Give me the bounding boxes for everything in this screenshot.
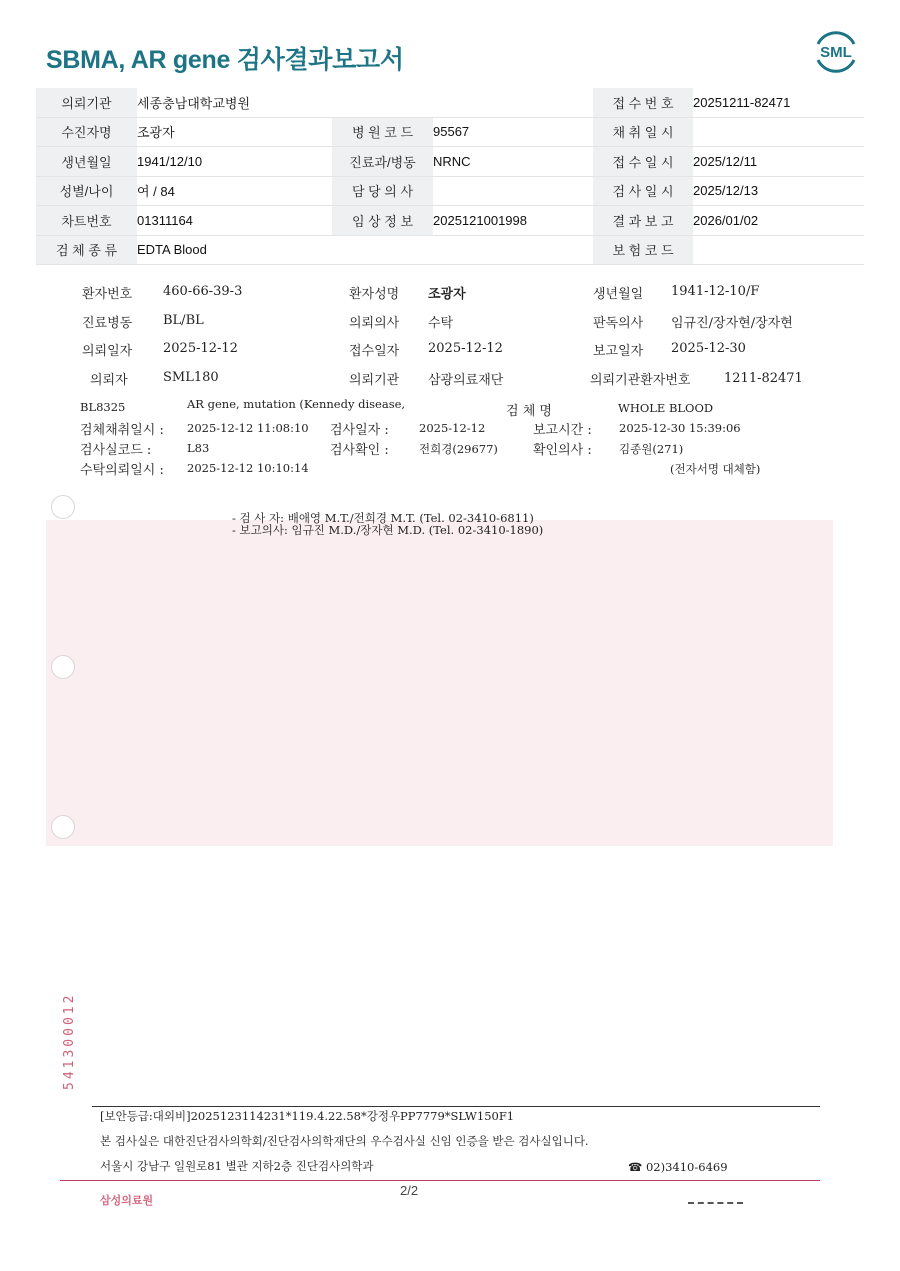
info-label: 검사확인 : (330, 443, 389, 458)
field-label: 병 원 코 드 (332, 117, 433, 147)
field-label: 수진자명 (36, 117, 137, 147)
field-label: 채 취 일 시 (593, 117, 693, 147)
phone-line: ☎ 02)3410-6469 (628, 1160, 728, 1174)
field-label: 의뢰기관 (36, 88, 137, 117)
info-label: 의뢰자 (90, 373, 128, 388)
field-label: 임 상 정 보 (332, 206, 433, 236)
reporter-line: - 보고의사: 임규진 M.D./장자현 M.D. (Tel. 02-3410-1890) (232, 523, 544, 537)
brand-text: 삼성의료원 (100, 1194, 154, 1207)
info-label: 보고시간 : (533, 423, 592, 438)
security-line: [보안등급:대외비]2025123114231*119.4.22.58*강정우PP7779*SLW150F1 (100, 1109, 515, 1123)
field-value: 01311164 (137, 206, 332, 236)
field-label: 검 체 종 류 (36, 235, 137, 265)
info-label: 환자성명 (349, 287, 400, 302)
sml-logo (810, 30, 862, 74)
field-value: 2026/01/02 (693, 206, 864, 236)
header-row (36, 235, 864, 265)
info-label: 검체채취일시 : (80, 423, 164, 438)
info-value: 2025-12-30 15:39:06 (619, 421, 741, 435)
punch-hole (51, 655, 75, 679)
punch-hole (51, 495, 75, 519)
address-line: 서울시 강남구 일원로81 별관 지하2층 진단검사의학과 (100, 1159, 374, 1173)
field-value (693, 117, 864, 147)
info-value: 2025-12-12 (428, 341, 503, 356)
field-value: 2025/12/11 (693, 147, 864, 177)
specimen-value: WHOLE BLOOD (618, 401, 714, 415)
info-label: 확인의사 : (533, 443, 592, 458)
page-number: 2/2 (400, 1183, 419, 1198)
info-label: 환자번호 (82, 287, 133, 302)
footer-dash (688, 1202, 743, 1206)
header-row (36, 206, 864, 236)
header-row (36, 147, 864, 177)
info-label: 진료병동 (82, 316, 133, 331)
field-label: 검 사 일 시 (593, 176, 693, 206)
info-label: 보고일자 (593, 344, 644, 359)
report-title: SBMA, AR gene 검사결과보고서 (46, 46, 404, 74)
test-code: BL8325 (80, 400, 126, 414)
header-row (36, 117, 864, 147)
info-value: 삼광의료재단 (428, 373, 504, 388)
info-label: 판독의사 (593, 316, 644, 331)
field-value: EDTA Blood (137, 235, 593, 265)
info-value: 1211-82471 (724, 371, 803, 386)
signature-note: (전자서명 대체함) (670, 462, 761, 476)
info-value: 임규진/장자현/장자현 (671, 316, 793, 331)
info-value: 2025-12-30 (671, 341, 746, 356)
field-label: 성별/나이 (36, 176, 137, 206)
info-label: 생년월일 (593, 287, 644, 302)
specimen-label: 검 체 명 (506, 404, 552, 419)
punch-hole (51, 815, 75, 839)
logo-text: SML (820, 44, 852, 61)
info-value: 2025-12-12 11:08:10 (187, 421, 309, 435)
info-value: 1941-12-10/F (671, 284, 760, 299)
info-label: 검사일자 : (330, 423, 389, 438)
info-value: 전희경(29677) (419, 442, 498, 456)
info-value: 2025-12-12 (163, 341, 238, 356)
field-value (693, 235, 864, 265)
field-value: 95567 (433, 117, 593, 147)
info-label: 의뢰일자 (82, 344, 133, 359)
field-label: 담 당 의 사 (332, 176, 433, 206)
info-label: 수탁의뢰일시 : (80, 463, 164, 478)
info-value: SML180 (163, 370, 219, 385)
info-value: 460-66-39-3 (163, 284, 243, 299)
field-value: 20251211-82471 (693, 88, 864, 117)
field-label: 보 험 코 드 (593, 235, 693, 265)
field-label: 생년월일 (36, 147, 137, 177)
info-value: 2025-12-12 10:10:14 (187, 461, 309, 475)
field-value: 여 / 84 (137, 176, 332, 206)
info-label: 접수일자 (349, 344, 400, 359)
footer-divider (60, 1180, 820, 1181)
info-value: 2025-12-12 (419, 421, 486, 435)
field-value: 세종충남대학교병원 (137, 88, 593, 117)
footer-divider (92, 1106, 820, 1107)
field-value: 2025/12/13 (693, 176, 864, 206)
field-value (433, 176, 593, 206)
field-label: 차트번호 (36, 206, 137, 236)
field-label: 진료과/병동 (332, 147, 433, 177)
field-value: 2025121001998 (433, 206, 593, 236)
info-value: 수탁 (428, 316, 454, 331)
field-value: NRNC (433, 147, 593, 177)
certification-line: 본 검사실은 대한진단검사의학회/진단검사의학재단의 우수검사실 신임 인증을 받은 검사실입니다. (100, 1134, 589, 1148)
info-label: 의뢰기관 (349, 373, 400, 388)
result-area (46, 520, 833, 846)
header-row (36, 176, 864, 206)
info-label: 의뢰기관환자번호 (590, 373, 691, 388)
patient-header-table (36, 88, 864, 265)
info-label: 의뢰의사 (349, 316, 400, 331)
header-row (36, 88, 864, 117)
info-value: 김종원(271) (619, 442, 684, 456)
field-label: 결 과 보 고 (593, 206, 693, 236)
field-label: 접 수 번 호 (593, 88, 693, 117)
info-value: L83 (187, 441, 210, 455)
field-value: 조광자 (137, 117, 332, 147)
info-value: BL/BL (163, 313, 204, 328)
vertical-serial-number: 541300012 (62, 992, 77, 1090)
info-value: 조광자 (428, 287, 466, 302)
field-label: 접 수 일 시 (593, 147, 693, 177)
info-label: 검사실코드 : (80, 443, 152, 458)
test-name: AR gene, mutation (Kennedy disease, (187, 397, 406, 411)
field-value: 1941/12/10 (137, 147, 332, 177)
tester-line: - 검 사 자: 배애영 M.T./전희경 M.T. (Tel. 02-3410-6811) (232, 511, 534, 525)
